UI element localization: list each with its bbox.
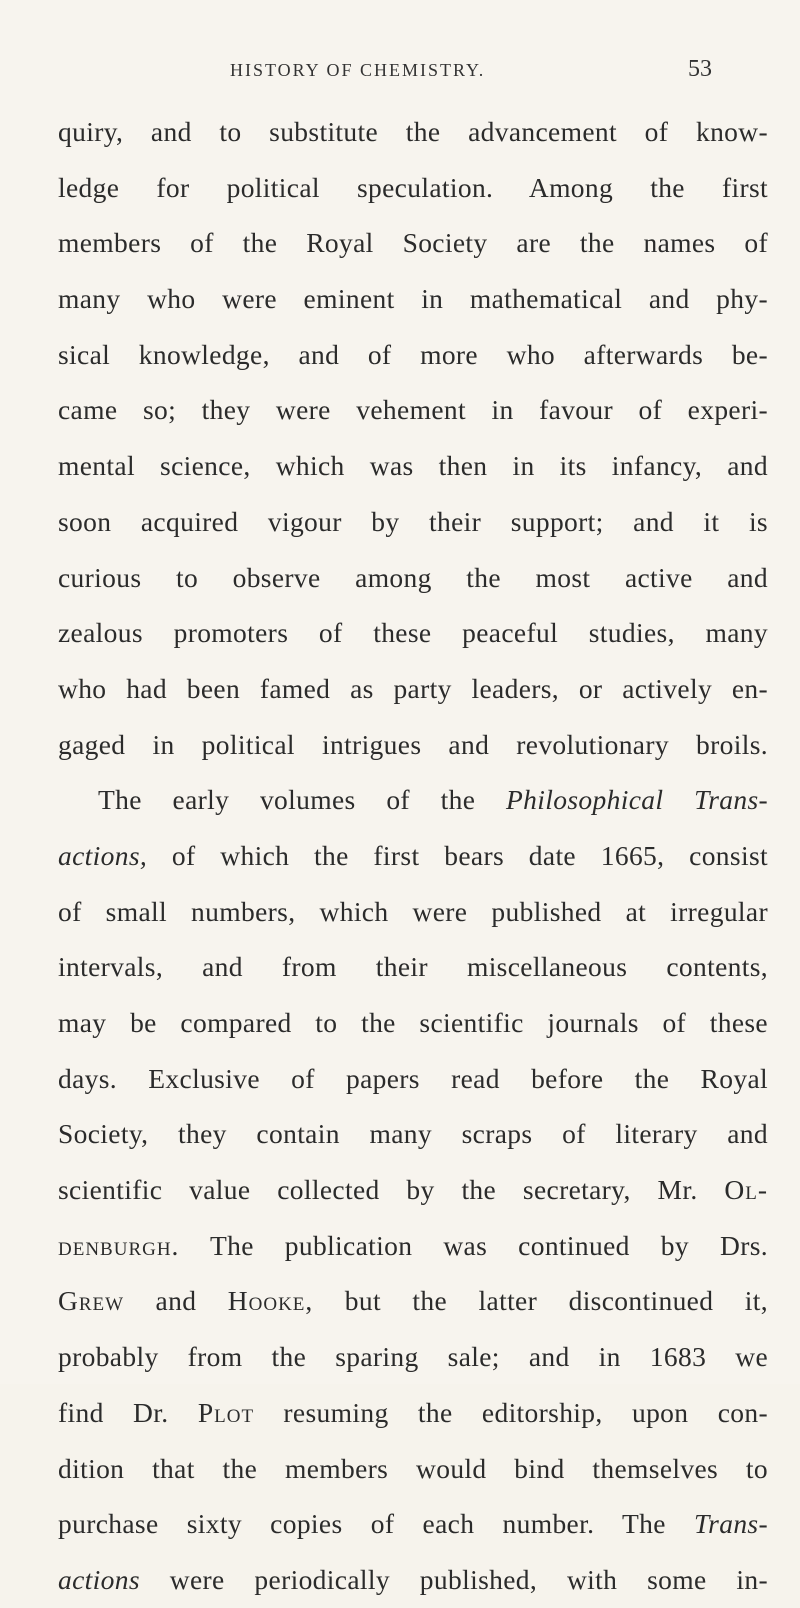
person-name: Ol-: [724, 1174, 768, 1206]
text-run: but the latter discontinued it,: [313, 1285, 768, 1317]
text-line: probably from the sparing sale; and in 1683 we: [58, 1341, 768, 1373]
text-line: soon acquired vigour by their support; and it is: [58, 505, 768, 537]
text-line: [58, 1552, 768, 1608]
text-line: gaged in political intrigues and revolutionary broils.: [58, 728, 768, 760]
italic-title: Trans-: [694, 1508, 768, 1540]
text-run: of which the first bears date 1665, consist: [147, 839, 768, 871]
text-line: dition that the members would bind themselves to: [58, 1452, 768, 1484]
text-run: scientific value collected by the secretary, Mr.: [58, 1174, 725, 1206]
text-run: purchase sixty copies of each number. The: [58, 1508, 695, 1540]
text-line: intervals, and from their miscellaneous contents,: [58, 951, 768, 983]
text-line: [58, 828, 768, 884]
text-run: and: [124, 1285, 228, 1317]
text-line: [58, 1273, 768, 1329]
text-run: The publication was continued by Drs.: [179, 1229, 768, 1261]
italic-title: Philosophical Trans-: [506, 784, 769, 816]
body-text: [58, 104, 768, 1608]
text-line: [58, 1162, 768, 1218]
text-line-paragraph-start: [58, 772, 768, 828]
running-head: [0, 58, 800, 88]
text-line: [58, 1496, 768, 1552]
text-run: The early volumes of the: [98, 784, 507, 816]
person-name: Plot: [197, 1396, 255, 1428]
italic-title: actions,: [58, 839, 148, 871]
person-name: Hooke,: [227, 1285, 314, 1317]
text-line: [58, 1385, 768, 1441]
text-line: who had been famed as party leaders, or actively en-: [58, 672, 768, 704]
text-line: [58, 1218, 768, 1274]
text-line: may be compared to the scientific journals of these: [58, 1007, 768, 1038]
text-line: many who were eminent in mathematical and phy-: [58, 283, 768, 315]
text-line: members of the Royal Society are the names of: [58, 227, 768, 259]
person-name: denburgh.: [58, 1229, 180, 1261]
text-line: quiry, and to substitute the advancement of know-: [58, 116, 768, 147]
text-line: curious to observe among the most active and: [58, 561, 768, 593]
text-run: find Dr.: [58, 1396, 198, 1428]
text-run: were periodically published, with some in-: [139, 1563, 768, 1595]
text-line: days. Exclusive of papers read before the Royal: [58, 1062, 768, 1094]
text-line: sical knowledge, and of more who afterwards be-: [58, 338, 768, 370]
text-line: of small numbers, which were published at irregular: [58, 895, 768, 927]
person-name: Grew: [58, 1285, 125, 1317]
text-line: came so; they were vehement in favour of experi-: [58, 394, 768, 426]
text-line: Society, they contain many scraps of literary and: [58, 1118, 768, 1150]
text-line: zealous promoters of these peaceful studies, many: [58, 617, 768, 649]
text-line: mental science, which was then in its infancy, and: [58, 450, 768, 482]
italic-title: actions: [58, 1563, 140, 1595]
page-number: 53: [688, 56, 712, 82]
running-title: HISTORY OF CHEMISTRY.: [230, 60, 486, 80]
text-run: resuming the editorship, upon con-: [254, 1396, 768, 1428]
text-line: ledge for political speculation. Among the first: [58, 171, 768, 203]
